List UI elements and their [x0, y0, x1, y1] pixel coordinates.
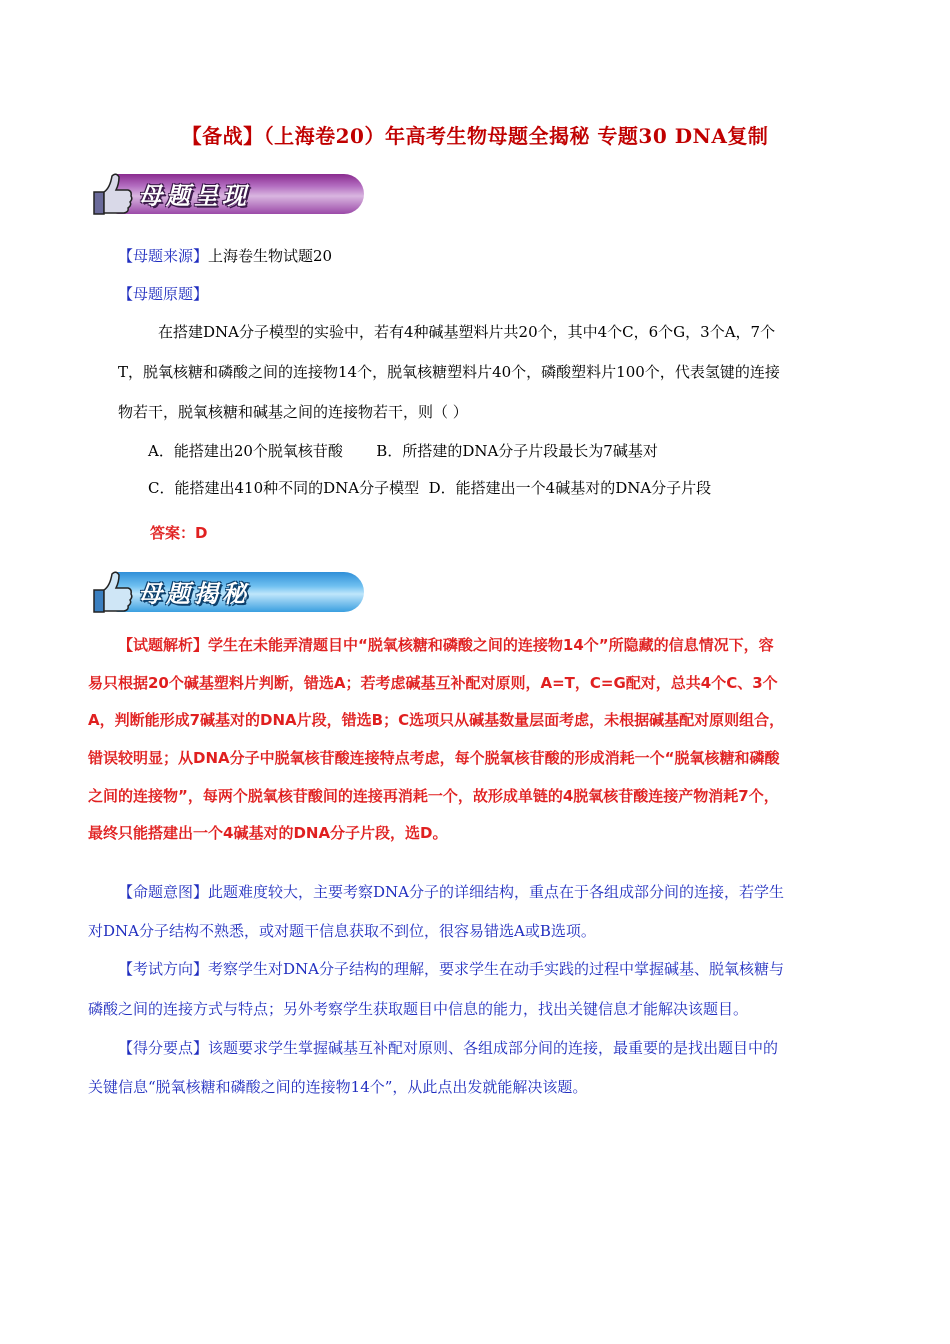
question-line-3: 物若干，脱氧核糖和碱基之间的连接物若干，则（ ）: [118, 403, 468, 421]
answer: 答案：D: [150, 524, 208, 542]
page-title: 【备战】（上海卷20）年高考生物母题全揭秘 专题30 DNA复制: [181, 124, 769, 148]
option-line-2: C．能搭建出410种不同的DNA分子模型 D．能搭建出一个4碱基对的DNA分子片段: [148, 479, 712, 497]
thumbs-up-icon: [86, 566, 136, 616]
direction-text-1: 考察学生对DNA分子结构的理解，要求学生在动手实践的过程中掌握碱基、脱氧核糖与: [208, 960, 785, 978]
intent-text-1: 此题难度较大，主要考察DNA分子的详细结构，重点在于各组成部分间的连接，若学生: [208, 883, 785, 901]
analysis-line-1: [118, 635, 774, 655]
source-label: 【母题来源】: [118, 247, 209, 265]
direction-line-2: 磷酸之间的连接方式与特点；另外考察学生获取题目中信息的能力，找出关键信息才能解决该题目。: [88, 1000, 749, 1018]
points-label: 【得分要点】: [118, 1039, 209, 1057]
analysis-label: 【试题解析】: [118, 636, 209, 654]
source-line: [118, 246, 332, 266]
section-banner-reveal: [86, 566, 366, 616]
direction-label: 【考试方向】: [118, 960, 209, 978]
intent-line-1: [118, 882, 784, 902]
question-label: 【母题原题】: [118, 285, 209, 303]
analysis-line-2: 易只根据20个碱基塑料片判断，错选A；若考虑碱基互补配对原则，A=T，C=G配对，总共4个C、3个: [88, 674, 778, 692]
section-banner-present: [86, 168, 366, 218]
banner-title: 母题揭秘: [138, 579, 250, 608]
question-line-2: T，脱氧核糖和磷酸之间的连接物14个，脱氧核糖塑料片40个，磷酸塑料片100个，代表氢键的连接: [118, 363, 780, 381]
analysis-line-4: 错误较明显；从DNA分子中脱氧核苷酸连接特点考虑，每个脱氧核苷酸的形成消耗一个“脱氧核糖和磷酸: [88, 749, 780, 767]
points-line-2: 关键信息“脱氧核糖和磷酸之间的连接物14个”，从此点出发就能解决该题。: [88, 1078, 588, 1096]
analysis-line-5: 之间的连接物”，每两个脱氧核苷酸间的连接再消耗一个，故形成单链的4脱氧核苷酸连接产物消耗7个，: [88, 787, 779, 805]
points-line-1: [118, 1038, 778, 1058]
intent-label: 【命题意图】: [118, 883, 209, 901]
analysis-line-3: A，判断能形成7碱基对的DNA片段，错选B；C选项只从碱基数量层面考虑，未根据碱基配对原则组合，: [88, 711, 785, 729]
source-text: 上海卷生物试题20: [208, 247, 333, 265]
direction-line-1: [118, 959, 784, 979]
analysis-text-1: 学生在未能弄清题目中“脱氧核糖和磷酸之间的连接物14个”所隐藏的信息情况下，容: [208, 636, 774, 654]
thumbs-up-icon: [86, 168, 136, 218]
intent-line-2: 对DNA分子结构不熟悉，或对题干信息获取不到位，很容易错选A或B选项。: [88, 922, 596, 940]
question-line-1: 在搭建DNA分子模型的实验中，若有4种碱基塑料片共20个，其中4个C，6个G，3个A，7个: [158, 323, 776, 341]
banner-title: 母题呈现: [138, 181, 250, 210]
analysis-line-6: 最终只能搭建出一个4碱基对的DNA分子片段，选D。: [88, 824, 448, 842]
points-text-1: 该题要求学生掌握碱基互补配对原则、各组成部分间的连接，最重要的是找出题目中的: [208, 1039, 779, 1057]
option-line-1: A．能搭建出20个脱氧核苷酸 B．所搭建的DNA分子片段最长为7碱基对: [148, 442, 658, 460]
